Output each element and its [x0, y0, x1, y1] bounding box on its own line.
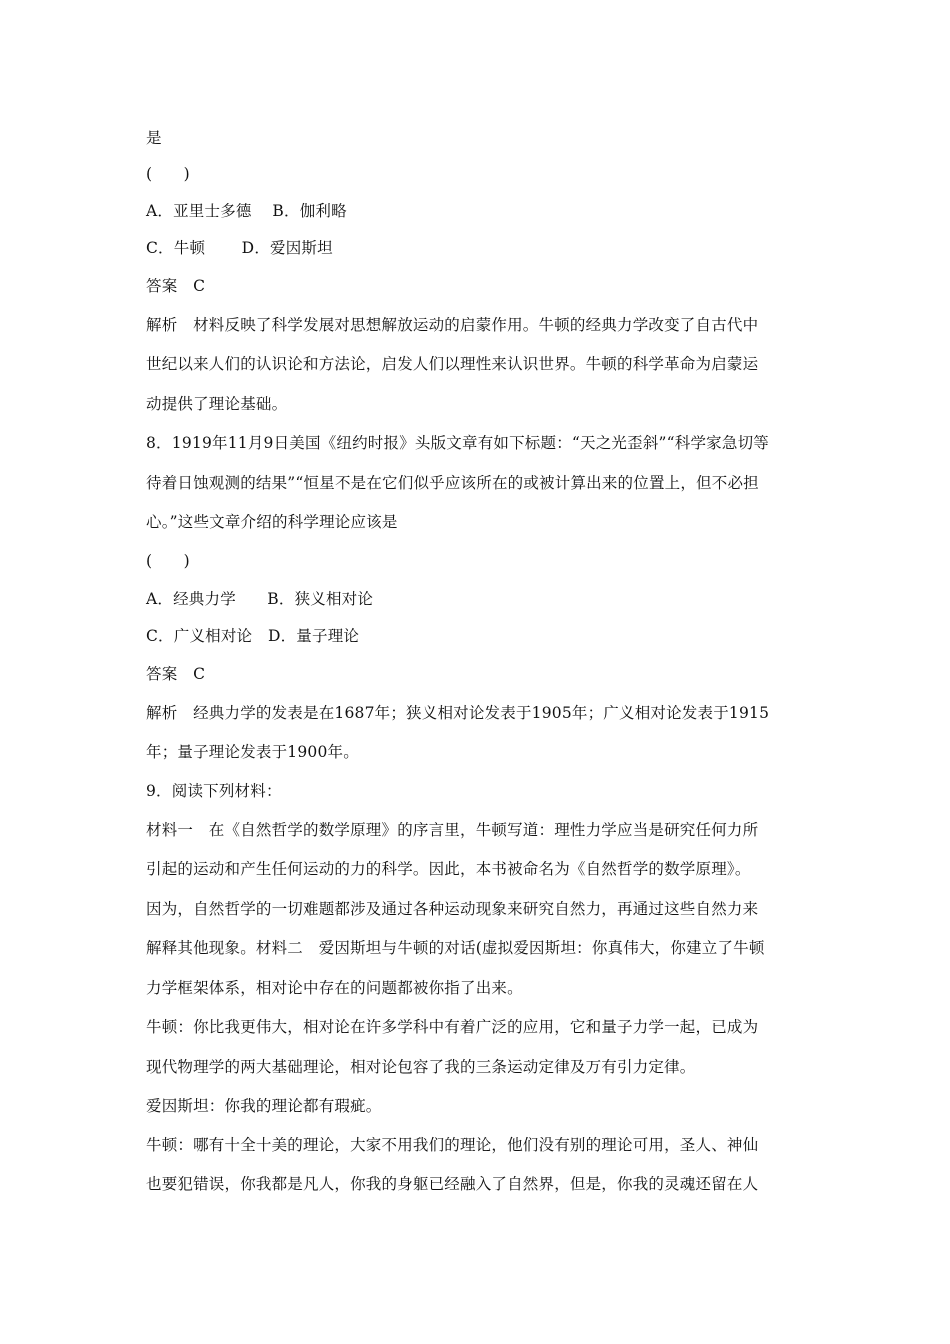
material-line: 引起的运动和产生任何运动的力的科学。因此，本书被命名为《自然哲学的数学原理》。 [146, 860, 751, 878]
dialogue-line: 也要犯错误，你我都是凡人，你我的身躯已经融入了自然界，但是，你我的灵魂还留在人 [146, 1175, 759, 1193]
dialogue-line: 牛顿：哪有十全十美的理论，大家不用我们的理论，他们没有别的理论可用，圣人、神仙 [146, 1136, 759, 1154]
option-line: C．广义相对论 D．量子理论 [146, 627, 360, 645]
answer-blank: ( ) [146, 165, 190, 183]
dialogue-line: 爱因斯坦：你我的理论都有瑕疵。 [146, 1097, 382, 1115]
material-line: 解释其他现象。材料二 爱因斯坦与牛顿的对话(虚拟爱因斯坦：你真伟大，你建立了牛顿 [146, 939, 765, 957]
explanation-line: 年；量子理论发表于1900年。 [146, 743, 359, 761]
option-line: A．亚里士多德 B．伽利略 [146, 202, 347, 220]
material-line: 材料一 在《自然哲学的数学原理》的序言里，牛顿写道：理性力学应当是研究任何力所 [146, 821, 759, 839]
option-line: C．牛顿 D．爱因斯坦 [146, 239, 333, 257]
explanation-line: 世纪以来人们的认识论和方法论，启发人们以理性来认识世界。牛顿的科学革命为启蒙运 [146, 355, 759, 373]
explanation-line: 解析 经典力学的发表是在1687年；狭义相对论发表于1905年；广义相对论发表于1915 [146, 704, 770, 722]
text-line: 是 [146, 129, 162, 147]
dialogue-line: 牛顿：你比我更伟大，相对论在许多学科中有着广泛的应用，它和量子力学一起，已成为 [146, 1018, 759, 1036]
answer-blank: ( ) [146, 552, 190, 570]
question-line: 待着日蚀观测的结果”“恒星不是在它们似乎应该所在的或被计算出来的位置上，但不必担 [146, 474, 759, 492]
answer-line: 答案 C [146, 665, 206, 683]
explanation-line: 动提供了理论基础。 [146, 395, 288, 413]
question-line: 9．阅读下列材料： [146, 782, 282, 800]
option-line: A．经典力学 B．狭义相对论 [146, 590, 374, 608]
answer-line: 答案 C [146, 277, 206, 295]
material-line: 因为，自然哲学的一切难题都涉及通过各种运动现象来研究自然力，再通过这些自然力来 [146, 900, 759, 918]
dialogue-line: 现代物理学的两大基础理论，相对论包容了我的三条运动定律及万有引力定律。 [146, 1058, 696, 1076]
material-line: 力学框架体系，相对论中存在的问题都被你指了出来。 [146, 979, 523, 997]
question-line: 8．1919年11月9日美国《纽约时报》头版文章有如下标题：“天之光歪斜”“科学家急切等 [146, 434, 769, 452]
question-line: 心。”这些文章介绍的科学理论应该是 [146, 513, 398, 531]
explanation-line: 解析 材料反映了科学发展对思想解放运动的启蒙作用。牛顿的经典力学改变了自古代中 [146, 316, 759, 334]
